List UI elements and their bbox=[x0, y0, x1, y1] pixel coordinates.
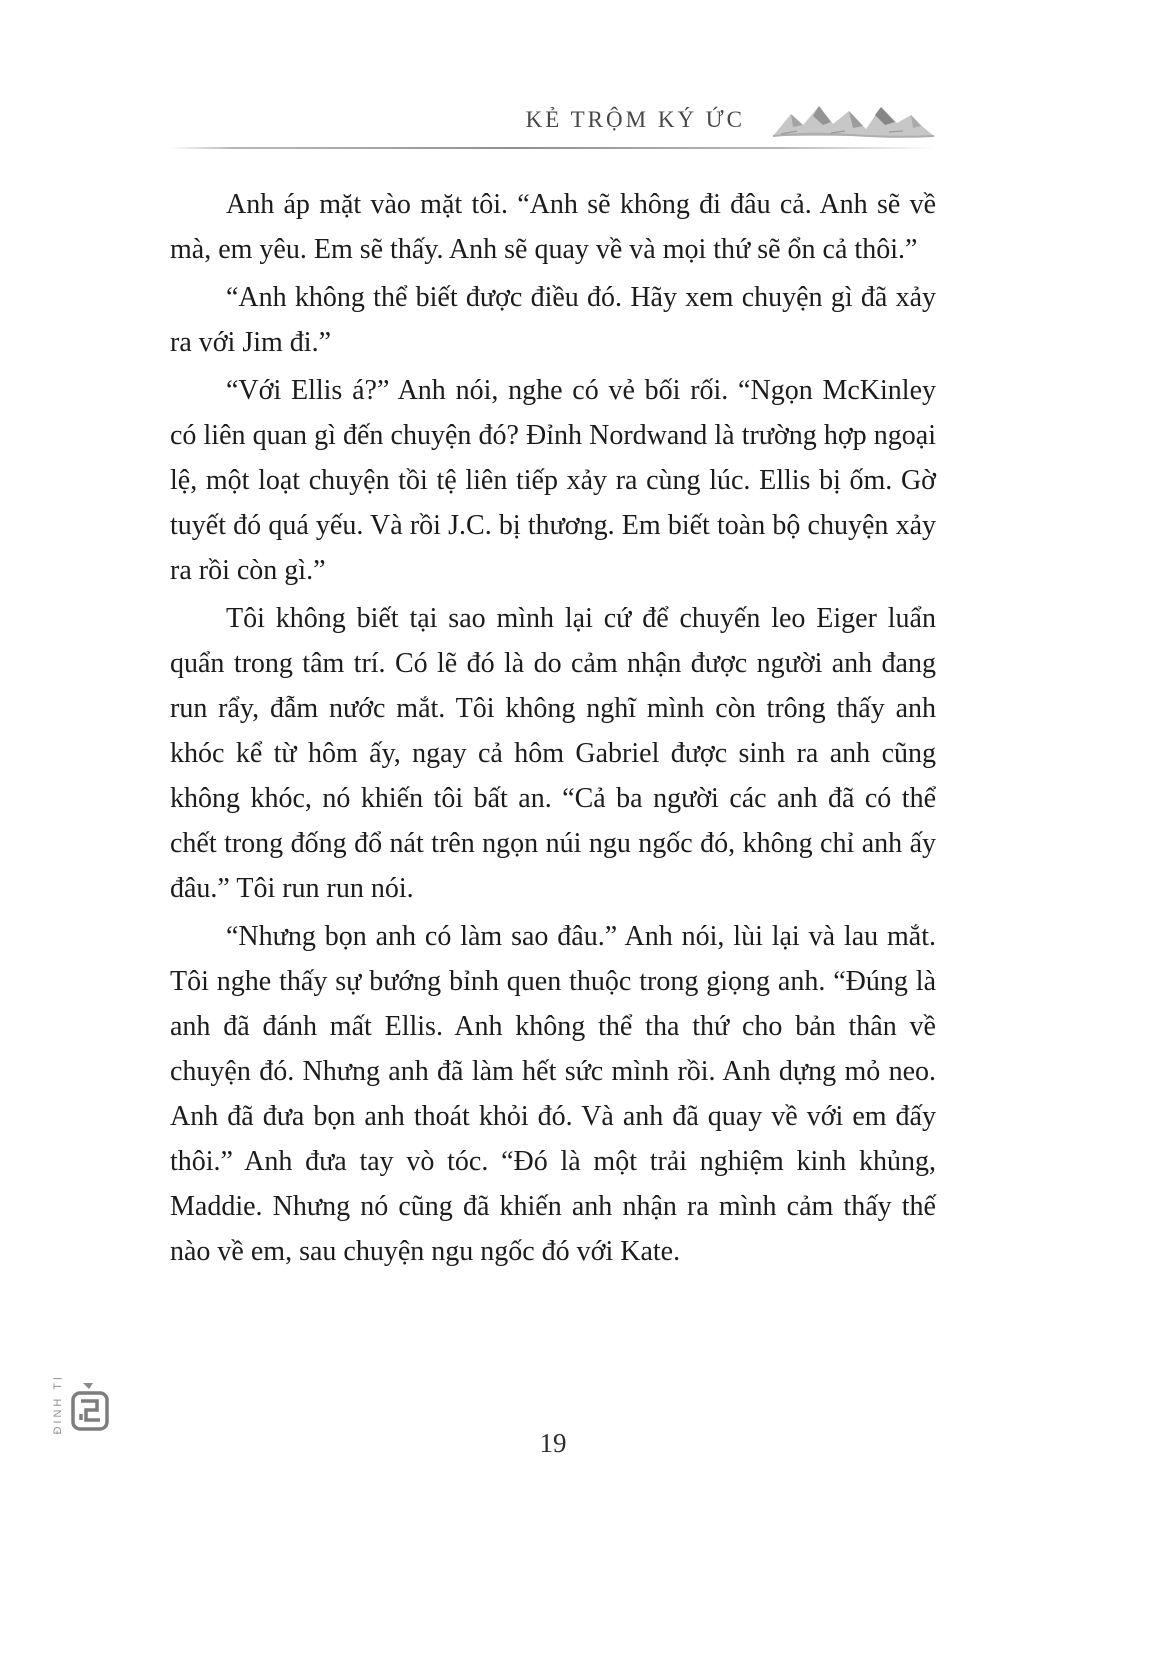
mountain-range-image bbox=[771, 98, 936, 142]
page-header bbox=[170, 96, 936, 149]
paragraph-list bbox=[170, 182, 936, 1274]
publisher-seal-icon bbox=[69, 1377, 111, 1435]
paragraph: Anh áp mặt vào mặt tôi. “Anh sẽ không đi đâu cả. Anh sẽ về mà, em yêu. Em sẽ thấy. Anh sẽ quay về và mọi thứ sẽ ổn cả thôi.” bbox=[170, 189, 936, 265]
page-body bbox=[170, 182, 936, 1277]
paragraph: “Nhưng bọn anh có làm sao đâu.” Anh nói, lùi lại và lau mắt. Tôi nghe thấy sự bướng bỉnh quen thuộc trong giọng anh. “Đúng là anh đã đánh mất Ellis. Anh không thể tha thứ cho bản thân về chuyện đó. Nhưng anh đã làm hết sức mình rồi. Anh dựng mỏ neo. Anh đã đưa bọn anh thoát khỏi đó. Và anh đã quay về với em đấy thôi.” Anh đưa tay vò tóc. “Đó là một trải nghiệm kinh khủng, Maddie. Nhưng nó cũng đã khiến anh nhận ra mình cảm thấy thế nào về em, sau chuyện ngu ngốc đó với Kate. bbox=[170, 921, 936, 1267]
paragraph: Tôi không biết tại sao mình lại cứ để chuyến leo Eiger luẩn quẩn trong tâm trí. Có lẽ đó là do cảm nhận được người anh đang run rẩy, đẫm nước mắt. Tôi không nghĩ mình còn trông thấy anh khóc kể từ hôm ấy, ngay cả hôm Gabriel được sinh ra anh cũng không khóc, nó khiến tôi bất an. “Cả ba người các anh đã có thể chết trong đống đổ nát trên ngọn núi ngu ngốc đó, không chỉ anh ấy đâu.” Tôi run run nói. bbox=[170, 603, 936, 904]
header-row bbox=[170, 96, 936, 144]
book-title: KẺ TRỘM KÝ ỨC bbox=[525, 107, 745, 132]
publisher-name: ĐINH TỊ bbox=[52, 1374, 64, 1435]
paragraph: “Với Ellis á?” Anh nói, nghe có vẻ bối rối. “Ngọn McKinley có liên quan gì đến chuyện đó? Đỉnh Nordwand là trường hợp ngoại lệ, một loạt chuyện tồi tệ liên tiếp xảy ra cùng lúc. Ellis bị ốm. Gờ tuyết đó quá yếu. Và rồi J.C. bị thương. Em biết toàn bộ chuyện xảy ra rồi còn gì.” bbox=[170, 375, 936, 586]
publisher-logo bbox=[52, 1372, 111, 1435]
header-divider bbox=[170, 147, 936, 149]
page-number: 19 bbox=[539, 1428, 567, 1458]
paragraph: “Anh không thể biết được điều đó. Hãy xem chuyện gì đã xảy ra với Jim đi.” bbox=[170, 282, 936, 358]
